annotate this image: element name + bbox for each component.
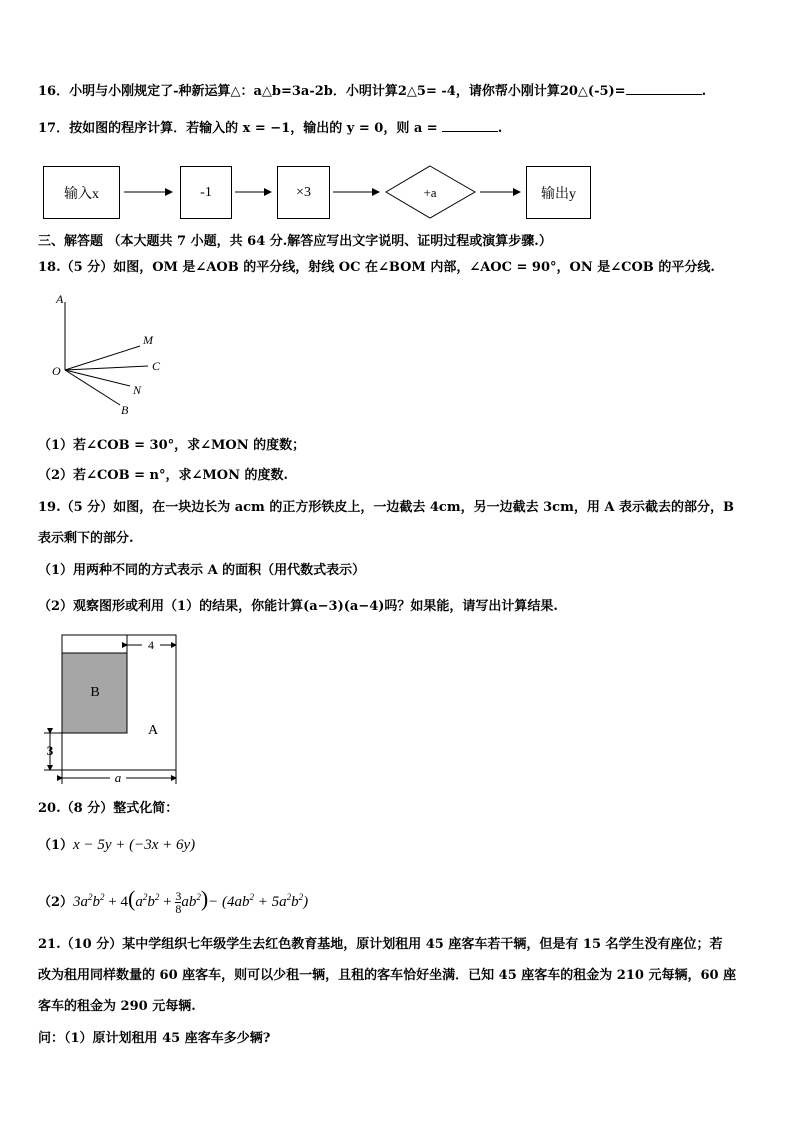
square-figure: [38, 632, 198, 788]
q16-text: 16．小明与小刚规定了-种新运算△：a△b=3a-2b．小明计算2△5= -4，请你帮小刚计算20△(-5)=: [38, 84, 626, 99]
question-17: 17．按如图的程序计算．若输入的 x = −1，输出的 y = 0，则 a = .: [38, 121, 503, 136]
dim-a: a: [114, 770, 122, 785]
question-16: 16．小明与小刚规定了-种新运算△：a△b=3a-2b．小明计算2△5= -4，请你帮小刚计算20△(-5)= .: [38, 84, 707, 99]
label-N: N: [133, 383, 142, 397]
question-21-line3: 客车的租金为 290 元每辆.: [38, 999, 196, 1014]
flow-arrows: [0, 160, 794, 226]
question-19-cont: 表示剩下的部分.: [38, 531, 134, 546]
answer-blank: [626, 82, 702, 95]
q19-part1: （1）用两种不同的方式表示 A 的面积（用代数式表示）: [38, 563, 366, 578]
ray-ON: [65, 370, 130, 386]
dim-4: 4: [148, 638, 154, 652]
expression-1: x − 5y + (−3x + 6y): [73, 837, 196, 853]
label-C: C: [152, 359, 161, 373]
q18-part2: （2）若∠COB = n°，求∠MON 的度数.: [38, 468, 289, 483]
q17-text: 17．按如图的程序计算．若输入的 x = −1，输出的 y = 0，则 a =: [38, 121, 438, 136]
label-B: B: [121, 403, 129, 417]
question-19: 19.（5 分）如图，在一块边长为 acm 的正方形铁皮上，一边截去 4cm，另一边截去 3cm，用 A 表示截去的部分，B: [38, 500, 734, 515]
q20-part2: $(2)3a^2b^2 + 4(a^2b^2$ + $\frac{3}{8}$ $ab^2)- (4ab^2 + 5a^2b^2)$: [38, 886, 309, 917]
angle-figure: [40, 290, 180, 420]
question-21-line1: 21.（10 分）某中学组织七年级学生去红色教育基地，原计划租用 45 座客车若干辆，但是有 15 名学生没有座位；若: [38, 937, 723, 952]
dim-3: 3: [46, 743, 54, 758]
question-18: 18.（5 分）如图，OM 是∠AOB 的平分线，射线 OC 在∠BOM 内部，∠AOC = 90°，ON 是∠COB 的平分线.: [38, 260, 715, 275]
flow-diamond-label: +a: [423, 185, 437, 200]
label-O: O: [52, 364, 61, 378]
label-B-region: B: [90, 685, 100, 700]
flow-box-output: 输出y: [526, 166, 591, 219]
flow-box-input: 输入x: [43, 166, 120, 219]
flow-box-times3: ×3: [277, 166, 330, 219]
question-21-line4: 问：（1）原计划租用 45 座客车多少辆?: [38, 1031, 271, 1046]
question-20: 20.（8 分）整式化简：: [38, 801, 179, 816]
q20-part1: （1）x − 5y + (−3x + 6y): [38, 837, 196, 853]
q19-part2: （2）观察图形或利用（1）的结果，你能计算(a−3)(a−4)吗？如果能，请写出计算结果.: [38, 599, 558, 614]
label-A: A: [56, 292, 64, 306]
label-A-region: A: [147, 723, 159, 738]
ray-OM: [65, 346, 140, 370]
answer-blank: [442, 119, 498, 132]
q18-part1: （1）若∠COB = 30°，求∠MON 的度数；: [38, 438, 306, 453]
ray-OB: [65, 370, 120, 405]
flow-box-minus1: -1: [180, 166, 232, 219]
question-21-line2: 改为租用同样数量的 60 座客车，则可以少租一辆，且租的客车恰好坐满．已知 45 座客车的租金为 210 元每辆，60 座: [38, 968, 737, 983]
ray-OC: [65, 366, 148, 370]
section-3-heading: 三、解答题 （本大题共 7 小题，共 64 分.解答应写出文字说明、证明过程或演算步骤.）: [38, 234, 552, 249]
expression-2: $3a^2b^2 + 4(a^2b^2$ + $\frac{3}{8}$ $ab^2)- (4ab^2 + 5a^2b^2)$: [73, 886, 309, 917]
label-M: M: [143, 333, 153, 347]
